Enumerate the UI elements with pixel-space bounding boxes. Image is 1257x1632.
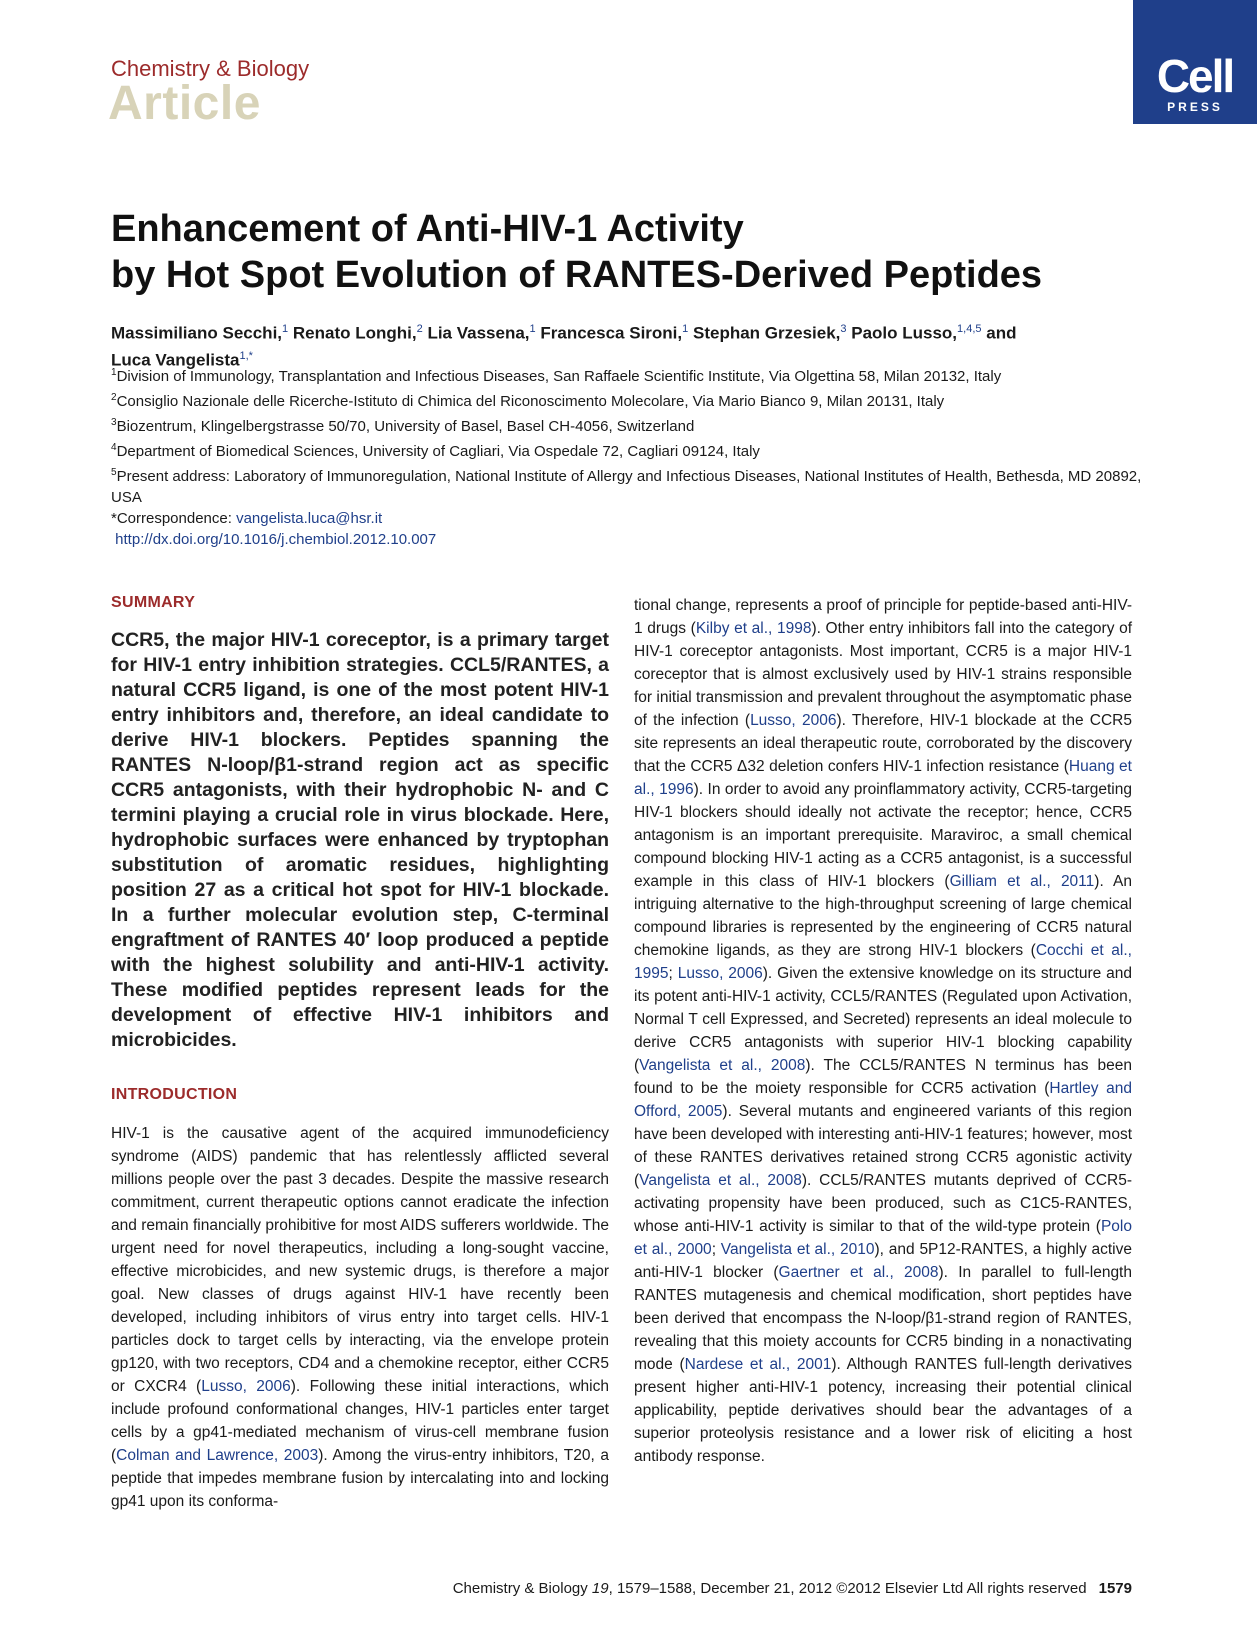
citation-link[interactable]: Kilby et al., 1998 [695,620,812,637]
author-affiliation-marker[interactable]: 1 [529,323,536,335]
affiliation-item [111,362,1151,387]
citation-link[interactable]: Gaertner et al., 2008 [778,1264,939,1281]
author-name: Paolo Lusso, [851,323,958,343]
citation-link[interactable]: Lusso, 2006 [750,712,837,729]
affiliations [111,362,1151,550]
author-affiliation-marker[interactable]: 1 [682,323,689,335]
citation-link[interactable]: Gilliam et al., 2011 [949,873,1095,890]
affiliation-item [111,462,1151,508]
affiliation-item [111,387,1151,412]
affiliation-number: 5 [111,467,117,478]
author-affiliation-marker[interactable]: 2 [416,323,423,335]
citation-link[interactable]: Huang et al., 1996 [634,758,1132,798]
citation-link[interactable]: Polo et al., 2000 [634,1218,1132,1258]
correspondence: *Correspondence: vangelista.luca@hsr.it [111,510,383,527]
affiliation-number: 1 [111,367,117,378]
cell-press-logo [1133,0,1257,124]
citation-link[interactable]: Lusso, 2006 [201,1378,291,1395]
affiliation-item [111,437,1151,462]
correspondence-email-link[interactable]: vangelista.luca@hsr.it [236,510,383,527]
introduction-heading: INTRODUCTION [111,1086,238,1103]
logo-press-text: PRESS [1167,100,1223,114]
left-column [111,594,609,1513]
citation-link[interactable]: Lusso, 2006 [677,965,763,982]
journal-name: Chemistry & Biology [111,56,310,81]
author-affiliation-marker[interactable]: 1 [282,323,289,335]
citation-link[interactable]: Vangelista et al., 2008 [639,1172,802,1189]
author-name: Renato Longhi, [292,323,417,343]
affiliation-text: Consiglio Nazionale delle Ricerche-Istituto di Chimica del Riconoscimento Molecolare, Via Mario Bianco 9, Milan 20131, Italy [116,393,945,410]
doi [111,529,1151,550]
citation-link[interactable]: Vangelista et al., 2008 [639,1057,806,1074]
title-line-1: Enhancement of Anti-HIV-1 Activity [111,208,744,250]
affiliation-number: 4 [111,442,117,453]
author-name: Francesca Sironi, [540,323,683,343]
affiliation-text: Present address: Laboratory of Immunoregulation, National Institute of Allergy and Infectious Diseases, National Institutes of Health, Bethesda, MD 20892, USA [111,468,1142,506]
affiliation-text: Division of Immunology, Transplantation and Infectious Diseases, San Raffaele Scientific Institute, Via Olgettina 58, Milan 20132, Italy [116,368,1002,385]
page-number: 1579 [1098,1580,1132,1597]
author-name: Stephan Grzesiek, [692,323,841,343]
summary-text: CCR5, the major HIV-1 coreceptor, is a primary target for HIV-1 entry inhibition strategies. CCL5/RANTES, a natural CCR5 ligand, is one of the most potent HIV-1 entry inhibitors and, therefore, an ideal candidate to derive HIV-1 blockers. Peptides spanning the RANTES N-loop/β1-strand region act as specific CCR5 antagonists, with their hydrophobic N- and C termini playing a crucial role in virus blockade. Here, hydrophobic surfaces were enhanced by tryptophan substitution of aromatic residues, highlighting position 27 as a critical hot spot for HIV-1 blockade. In a further molecular evolution step, C-terminal engraftment of RANTES 40′ loop produced a peptide with the highest solubility and anti-HIV-1 activity. These modified peptides represent leads for the development of effective HIV-1 inhibitors and microbicides. [111,629,609,1051]
article-type-label: Article [108,77,261,130]
author-conjunction: and [986,323,1017,343]
citation-link[interactable]: Vangelista et al., 2010 [720,1241,875,1258]
affiliation-text: Biozentrum, Klingelbergstrasse 50/70, University of Basel, Basel CH-4056, Switzerland [116,418,695,435]
author-name: Luca Vangelista [111,350,240,370]
doi-link[interactable]: http://dx.doi.org/10.1016/j.chembiol.2012.10.007 [115,531,437,548]
introduction-text-left: HIV-1 is the causative agent of the acquired immunodeficiency syndrome (AIDS) pandemic that has relentlessly afflicted several millions people over the past 3 decades. Despite the massive research commitment, current therapeutic options cannot eradicate the infection and remain financially prohibitive for most AIDS sufferers worldwide. The urgent need for novel therapeutics, including a long-sought vaccine, effective microbicides, and new systemic drugs, is therefore a major goal. New classes of drugs against HIV-1 have recently been developed, including inhibitors of virus entry into target cells. HIV-1 particles dock to target cells by interacting, via the envelope protein gp120, with two receptors, CD4 and a chemokine receptor, either CCR5 or CXCR4 (Lusso, 2006). Following these initial interactions, which include profound conformational changes, HIV-1 particles enter target cells by a gp41-mediated mechanism of virus-cell membrane fusion (Colman and Lawrence, 2003). Among the virus-entry inhibitors, T20, a peptide that impedes membrane fusion by intercalating into and locking gp41 upon its conforma- [111,1125,609,1510]
logo-cell-text: Cell [1156,50,1234,102]
affiliation-number: 2 [111,392,117,403]
page-footer: Chemistry & Biology 19, 1579–1588, December 21, 2012 ©2012 Elsevier Ltd All rights reserved 1579 [452,1580,1132,1597]
introduction-text-right: tional change, represents a proof of principle for peptide-based anti-HIV-1 drugs (Kilby et al., 1998). Other entry inhibitors fall into the category of HIV-1 coreceptor antagonists. Most important, CCR5 is a major HIV-1 coreceptor that is almost exclusively used by HIV-1 strains responsible for initial transmission and prevalent throughout the asymptomatic phase of the infection (Lusso, 2006). Therefore, HIV-1 blockade at the CCR5 site represents an ideal therapeutic route, corroborated by the discovery that the CCR5 Δ32 deletion confers HIV-1 infection resistance (Huang et al., 1996). In order to avoid any proinflammatory activity, CCR5-targeting HIV-1 blockers should ideally not activate the receptor; hence, CCR5 antagonism is an important prerequisite. Maraviroc, a small chemical compound blocking HIV-1 acting as a CCR5 antagonist, is a successful example in this class of HIV-1 blockers (Gilliam et al., 2011). An intriguing alternative to the high-throughput screening of large chemical compound libraries is represented by the engineering of CCR5 natural chemokine ligands, as they are strong HIV-1 blockers (Cocchi et al., 1995; Lusso, 2006). Given the extensive knowledge on its structure and its potent anti-HIV-1 activity, CCL5/RANTES (Regulated upon Activation, Normal T cell Expressed, and Secreted) represents an ideal molecule to derive CCR5 antagonists with superior HIV-1 blocking capability (Vangelista et al., 2008). The CCL5/RANTES N terminus has been found to be the moiety responsible for CCR5 activation (Hartley and Offord, 2005). Several mutants and engineered variants of this region have been developed with interesting anti-HIV-1 features; however, most of these RANTES derivatives retained strong CCR5 agonistic activity (Vangelista et al., 2008). CCL5/RANTES mutants deprived of CCR5-activating propensity have been produced, such as C1C5-RANTES, whose anti-HIV-1 activity is similar to that of the wild-type protein (Polo et al., 2000; Vangelista et al., 2010), and 5P12-RANTES, a highly active anti-HIV-1 blocker (Gaertner et al., 2008). In parallel to full-length RANTES mutagenesis and chemical modification, short peptides have been derived that encompass the N-loop/β1-strand region of RANTES, revealing that this moiety accounts for CCR5 binding in a nonactivating mode (Nardese et al., 2001). Although RANTES full-length derivatives present higher anti-HIV-1 potency, increasing their potential clinical applicability, peptide derivatives should bear the advantages of a superior proteolysis resistance and a lower risk of eliciting a host antibody response. [634,597,1133,1465]
affiliation-number: 3 [111,417,117,428]
title-line-2: by Hot Spot Evolution of RANTES-Derived Peptides [111,254,1043,296]
citation-link[interactable]: Hartley and Offord, 2005 [634,1080,1132,1120]
citation-link[interactable]: Colman and Lawrence, 2003 [116,1447,319,1464]
right-column [634,594,1132,1468]
citation-link[interactable]: Cocchi et al., 1995 [634,942,1132,982]
author-name: Lia Vassena, [427,323,530,343]
author-affiliation-marker[interactable]: 3 [840,323,847,335]
author-affiliation-marker[interactable]: 1,4,5 [957,323,982,335]
summary-heading: SUMMARY [111,594,196,611]
author-affiliation-marker[interactable]: 1,* [239,349,253,362]
article-title [111,206,1151,298]
author-name: Massimiliano Secchi, [111,323,283,343]
citation-link[interactable]: Nardese et al., 2001 [684,1356,832,1373]
affiliation-text: Department of Biomedical Sciences, University of Cagliari, Via Ospedale 72, Cagliari 09124, Italy [116,443,760,460]
affiliation-item [111,412,1151,437]
